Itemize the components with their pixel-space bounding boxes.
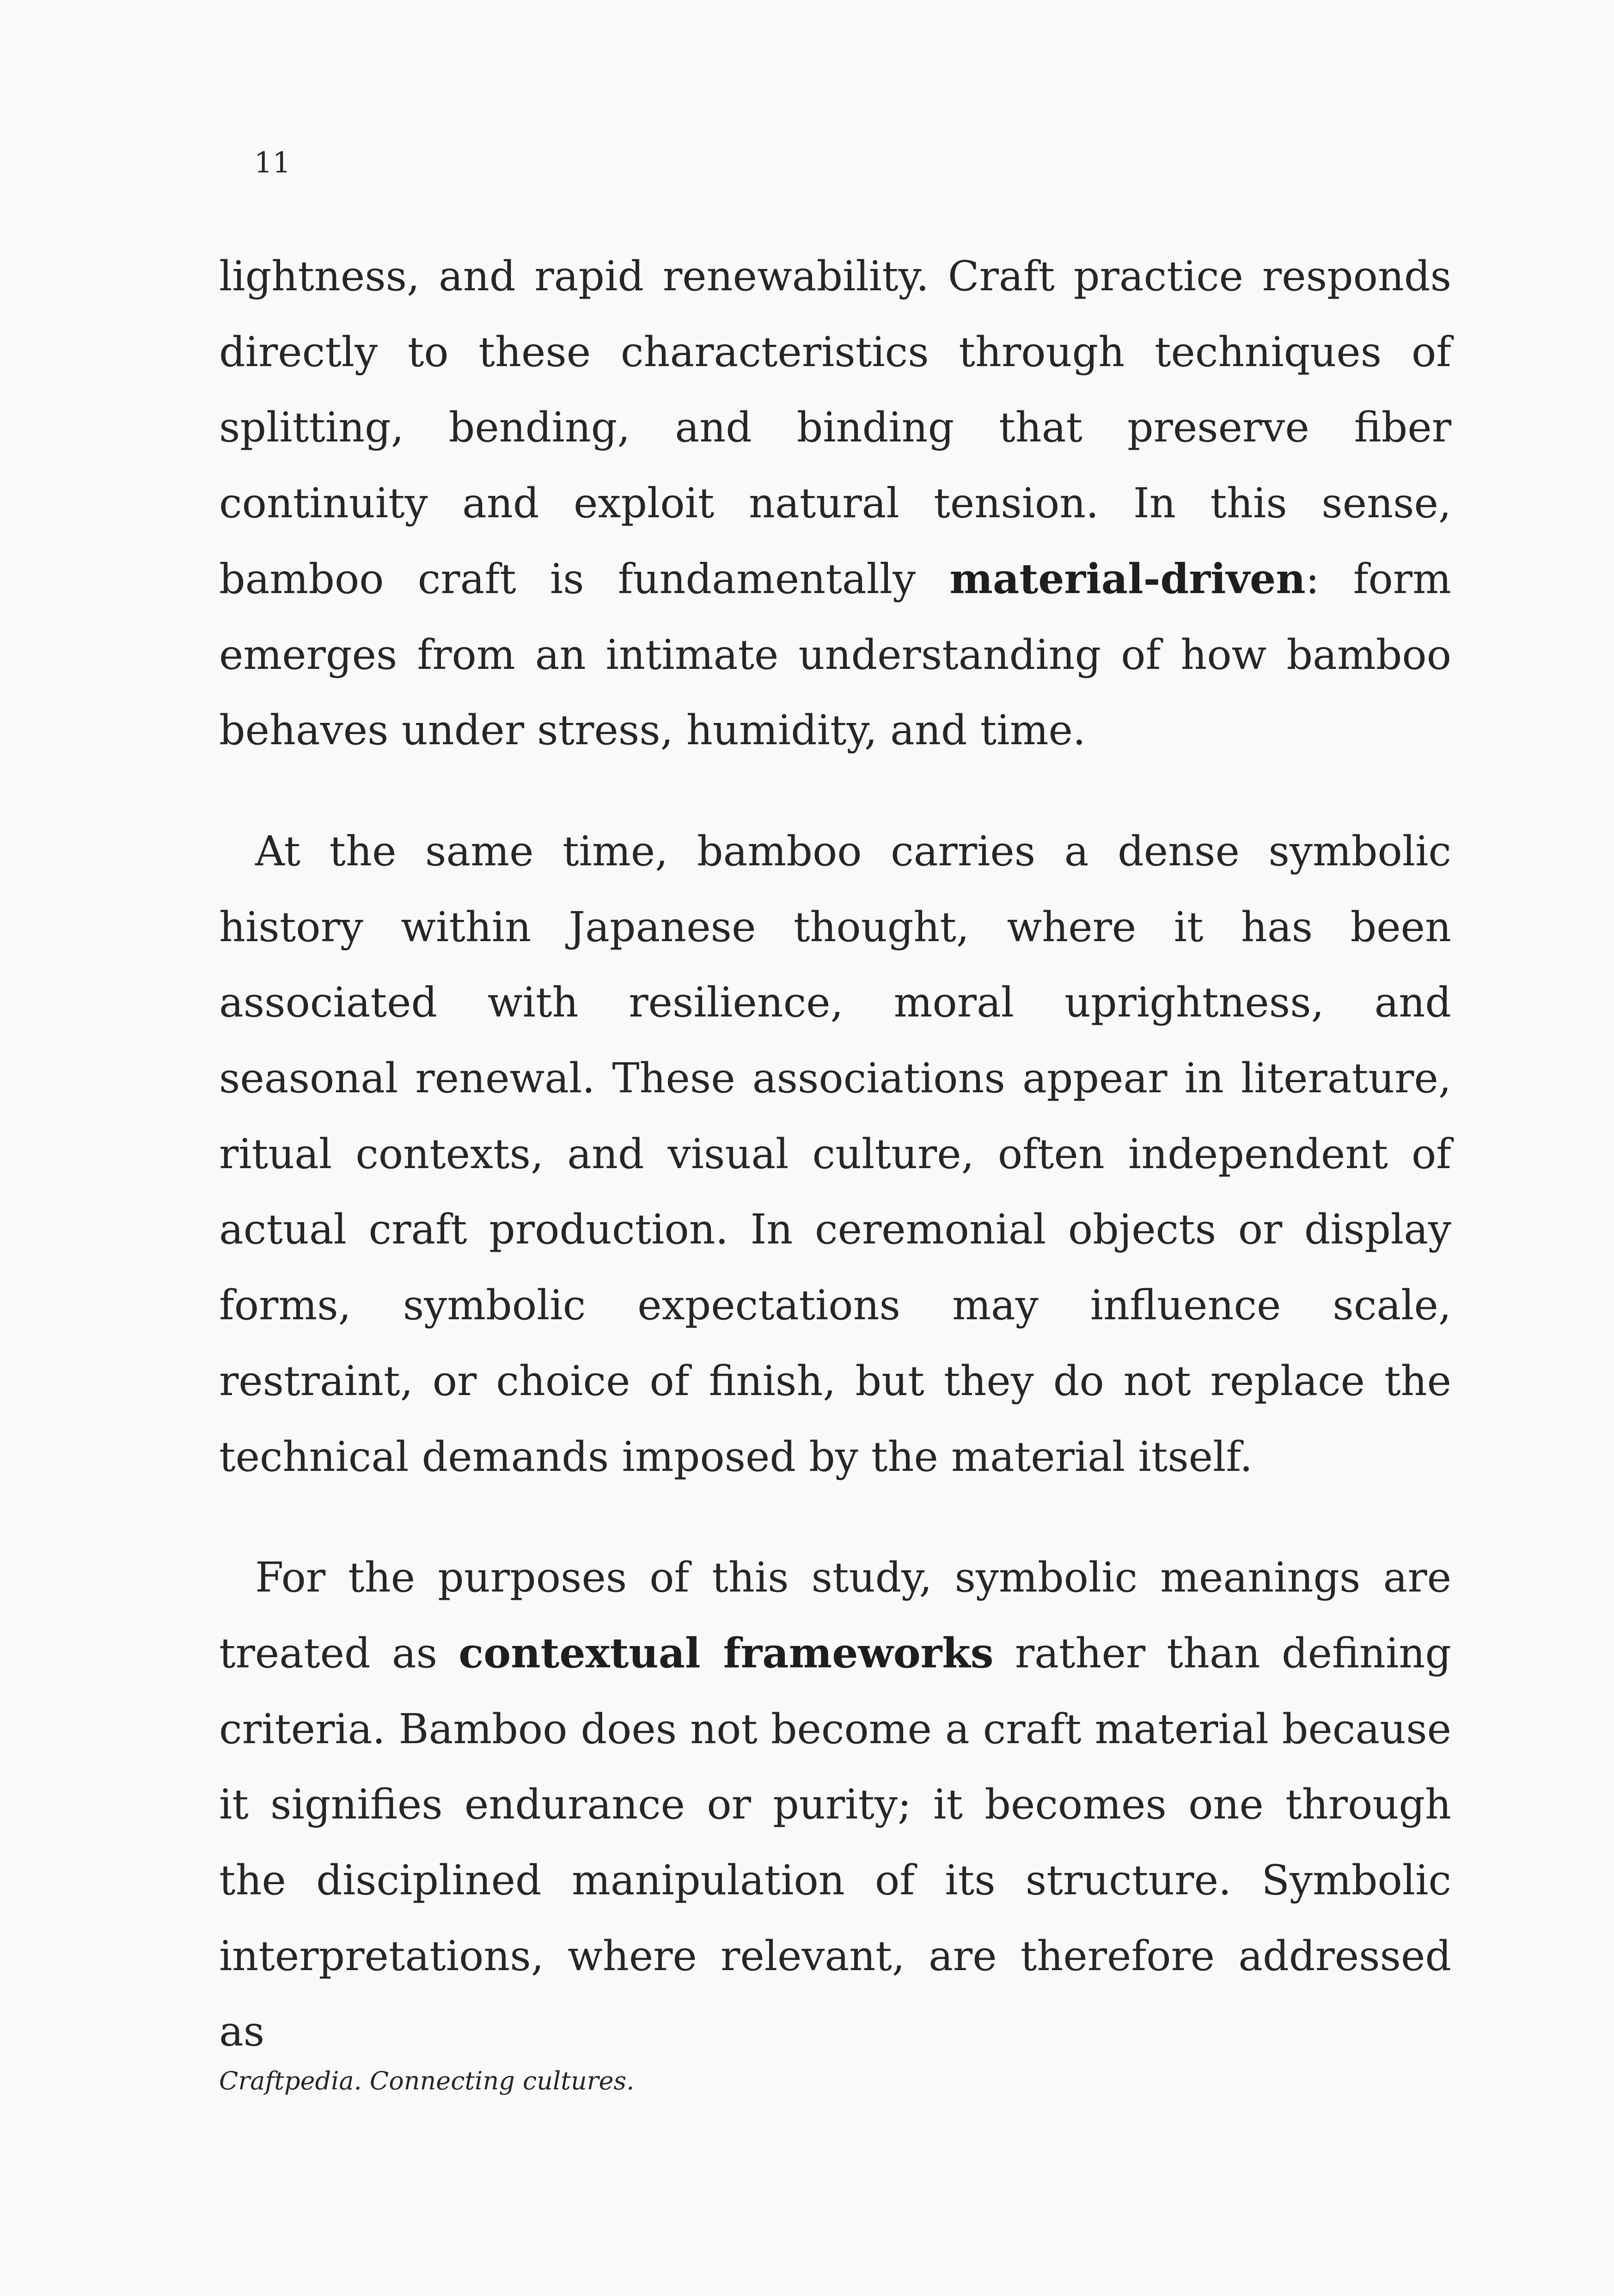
paragraph-1-text-2: : form emerges from an intimate understanding of how bamboo behaves under stress, humidity, and time. (219, 555, 1451, 754)
bold-term-contextual-frameworks: contextual frameworks (459, 1629, 994, 1677)
footer-tagline: Craftpedia. Connecting cultures. (219, 2066, 635, 2095)
paragraph-3 (219, 1540, 1451, 2069)
paragraph-3-text-1: For the purposes of this study, symbolic meanings are treated as (219, 1554, 1451, 1677)
paragraph-3-text-2: rather than defining criteria. Bamboo does not become a craft material because it signifies endurance or purity; it becomes one through the disciplined manipulation of its structure. Symbolic interpretations, where relevant, are therefore addressed as (219, 1629, 1451, 2056)
paragraph-1-text-1: lightness, and rapid renewability. Craft practice responds directly to these characteristics through techniques of splitting, bending, and binding that preserve fiber continuity and exploit natural tension. In this sense, bamboo craft is fundamentally (219, 252, 1451, 603)
body-text (219, 239, 1451, 2069)
paragraph-2 (219, 814, 1451, 1494)
page-number: 11 (254, 146, 291, 179)
bold-term-material-driven: material-driven (949, 554, 1306, 603)
paragraph-2-text: At the same time, bamboo carries a dense symbolic history within Japanese thought, where it has been associated with resilience, moral uprightness, and seasonal renewal. These associations appear in literature, ritual contexts, and visual culture, often independent of actual craft production. In ceremonial objects or display forms, symbolic expectations may influence scale, restraint, or choice of finish, but they do not replace the technical demands imposed by the material itself. (219, 827, 1451, 1481)
paragraph-1 (219, 239, 1451, 768)
